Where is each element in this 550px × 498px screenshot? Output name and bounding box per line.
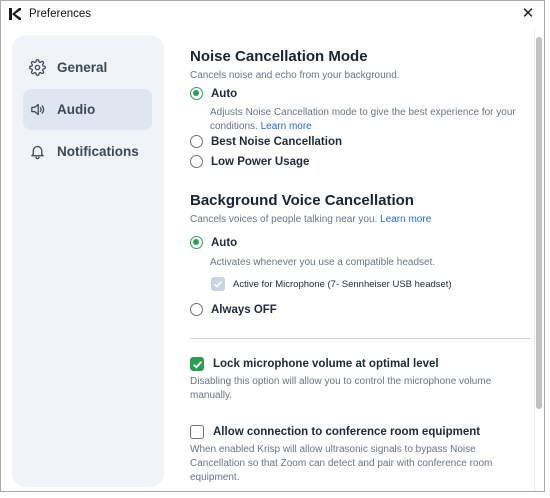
bvc-heading: Background Voice Cancellation — [190, 192, 414, 209]
conference-equipment-checkbox[interactable] — [190, 425, 480, 439]
window-title: Preferences — [29, 8, 92, 20]
checkmark-icon — [192, 359, 203, 370]
conference-help — [190, 443, 492, 485]
microphone-active-checkbox — [211, 277, 452, 291]
gear-icon — [28, 59, 46, 77]
lock-mic-help-line2: manually. — [190, 390, 233, 401]
noise-auto-help — [210, 106, 516, 134]
noise-learn-more-link[interactable]: Learn more — [260, 121, 312, 132]
radio-selected-indicator — [190, 236, 203, 249]
radio-indicator — [190, 135, 203, 148]
radio-label: Best Noise Cancellation — [211, 135, 343, 148]
radio-label: Auto — [211, 236, 238, 249]
checkbox-unchecked — [190, 425, 204, 439]
bvc-learn-more-link[interactable]: Learn more — [380, 214, 432, 225]
bvc-description-text: Cancels voices of people talking near you. — [190, 214, 378, 225]
conference-help-line2: Cancellation so that Zoom can detect and pair with conference room — [190, 458, 493, 469]
checkbox-box — [211, 277, 225, 291]
radio-selected-indicator — [190, 87, 203, 100]
bvc-always-off-radio[interactable] — [190, 303, 277, 316]
conference-help-line1: When enabled Krisp will allow ultrasonic signals to bypass Noise — [190, 444, 476, 455]
radio-indicator — [190, 155, 203, 168]
sidebar-item-label: Audio — [57, 102, 96, 117]
noise-cancellation-heading: Noise Cancellation Mode — [190, 48, 368, 65]
sidebar-item-label: Notifications — [57, 144, 139, 159]
bvc-auto-help: Activates whenever you use a compatible headset. — [210, 257, 436, 268]
krisp-logo-icon — [8, 7, 22, 21]
sidebar-item-audio[interactable] — [23, 89, 152, 130]
microphone-active-label: Active for Microphone (7- Sennheiser USB headset) — [233, 278, 452, 290]
noise-mode-auto-radio[interactable] — [190, 87, 237, 100]
bvc-description — [190, 213, 431, 227]
checkbox-checked — [190, 357, 204, 371]
bell-icon — [28, 143, 46, 161]
noise-mode-low-power-radio[interactable] — [190, 155, 309, 168]
noise-cancellation-description: Cancels noise and echo from your background. — [190, 70, 400, 81]
radio-label: Low Power Usage — [211, 155, 310, 168]
noise-auto-help-line2: conditions. — [210, 121, 258, 132]
sidebar — [12, 35, 164, 487]
section-divider — [190, 338, 531, 339]
noise-auto-help-line1: Adjusts Noise Cancellation mode to give the best experience for your — [210, 107, 516, 118]
lock-mic-help-line1: Disabling this option will allow you to control the microphone volume — [190, 376, 492, 387]
close-icon: ✕ — [521, 5, 535, 22]
sidebar-item-notifications[interactable] — [23, 131, 152, 172]
scrollbar-thumb[interactable] — [536, 37, 542, 409]
lock-mic-volume-label: Lock microphone volume at optimal level — [213, 358, 439, 370]
bvc-auto-radio[interactable] — [190, 236, 237, 249]
lock-mic-volume-checkbox[interactable] — [190, 357, 439, 371]
close-button[interactable] — [519, 4, 537, 22]
radio-label: Always OFF — [211, 303, 277, 316]
title-bar — [1, 1, 544, 29]
lock-mic-help — [190, 375, 491, 403]
conference-help-line3: equipment. — [190, 472, 240, 483]
radio-label: Auto — [211, 87, 238, 100]
checkmark-icon — [213, 279, 223, 289]
radio-indicator — [190, 303, 203, 316]
sidebar-item-label: General — [57, 60, 108, 75]
noise-mode-best-radio[interactable] — [190, 135, 342, 148]
sidebar-item-general[interactable] — [23, 47, 152, 88]
conference-equipment-label: Allow connection to conference room equipment — [213, 426, 481, 438]
speaker-icon — [28, 101, 46, 119]
